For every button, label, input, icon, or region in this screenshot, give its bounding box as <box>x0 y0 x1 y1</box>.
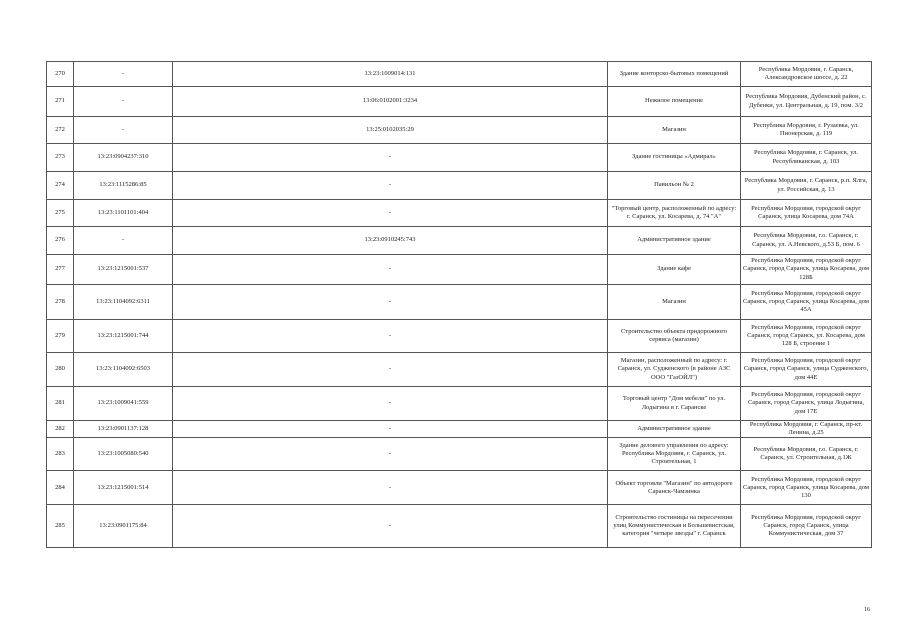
cadastral-number-cell: 13:23:1104092:6311 <box>74 285 173 320</box>
address-cell: Республика Мордовия, Дубенский район, с. Дубенки, ул. Центральная, д. 19, пом. 3/2 <box>741 87 872 117</box>
address-cell: Республика Мордовия, г. Саранск, ул. Республиканская, д. 103 <box>741 144 872 172</box>
address-cell: Республика Мордовия, г.о. Саранск, г. Саранск, ул. А.Невского, д.53 Б, пом. 6 <box>741 227 872 255</box>
object-name-cell: Административное здание <box>608 227 741 255</box>
table-row <box>47 62 872 87</box>
registry-table <box>46 61 872 548</box>
table-row <box>47 117 872 144</box>
cadastral-number-alt-cell: 13:23:0910245:743 <box>173 227 608 255</box>
address-cell: Республика Мордовия, г.о. Саранск, г. Саранск, ул. Строительная, д.1Ж <box>741 438 872 471</box>
cadastral-number-alt-cell: 13:25:0102035:29 <box>173 117 608 144</box>
cadastral-number-cell: 13:23:1104092:6503 <box>74 353 173 387</box>
cadastral-number-cell: 13:23:1009041:559 <box>74 387 173 421</box>
cadastral-number-alt-cell: - <box>173 255 608 285</box>
object-name-cell: Магазин <box>608 285 741 320</box>
table-row <box>47 144 872 172</box>
table-row <box>47 200 872 227</box>
address-cell: Республика Мордовия, г. Саранск, Александровское шоссе, д. 22 <box>741 62 872 87</box>
row-number-cell: 283 <box>47 438 74 471</box>
address-cell: Республика Мордовия, городской округ Саранск, город Саранск, улица Судженского, дом 44Е <box>741 353 872 387</box>
object-name-cell: Нежилое помещение <box>608 87 741 117</box>
address-cell: Республика Мордовия, г. Саранск, пр-кт. Ленина, д.25 <box>741 421 872 438</box>
table-row <box>47 421 872 438</box>
cadastral-number-cell: - <box>74 227 173 255</box>
cadastral-number-cell: 13:23:1005080:540 <box>74 438 173 471</box>
address-cell: Республика Мордовия, городской округ Саранск, город Саранск, улица Косарева, дом 128Б <box>741 255 872 285</box>
table-row <box>47 255 872 285</box>
row-number-cell: 277 <box>47 255 74 285</box>
row-number-cell: 272 <box>47 117 74 144</box>
row-number-cell: 271 <box>47 87 74 117</box>
cadastral-number-cell: 13:23:0901137:128 <box>74 421 173 438</box>
cadastral-number-alt-cell: - <box>173 320 608 353</box>
cadastral-number-alt-cell: - <box>173 421 608 438</box>
cadastral-number-cell: 13:23:1215001:744 <box>74 320 173 353</box>
cadastral-number-alt-cell: 13:23:1009014:131 <box>173 62 608 87</box>
row-number-cell: 275 <box>47 200 74 227</box>
address-cell: Республика Мордовия, городской округ Саранск, город Саранск, улица Косарева, дом 130 <box>741 471 872 505</box>
object-name-cell: Строительство объекта придорожного сервиса (магазин) <box>608 320 741 353</box>
cadastral-number-alt-cell: - <box>173 172 608 200</box>
address-cell: Республика Мордовия, г. Саранск, р.п. Ялга, ул. Российская, д. 13 <box>741 172 872 200</box>
object-name-cell: Павильон № 2 <box>608 172 741 200</box>
cadastral-number-cell: 13:23:1101101:404 <box>74 200 173 227</box>
object-name-cell: Магазин <box>608 117 741 144</box>
cadastral-number-alt-cell: - <box>173 387 608 421</box>
row-number-cell: 273 <box>47 144 74 172</box>
object-name-cell: Строительство гостиницы на пересечении улиц Коммунистическая и Большевистская, категория "четыре звезды" г. Саранск <box>608 505 741 548</box>
cadastral-number-alt-cell: 13:06:0102001:3234 <box>173 87 608 117</box>
cadastral-number-cell: 13:23:1115286:85 <box>74 172 173 200</box>
cadastral-number-alt-cell: - <box>173 438 608 471</box>
cadastral-number-alt-cell: - <box>173 144 608 172</box>
table-row <box>47 438 872 471</box>
row-number-cell: 280 <box>47 353 74 387</box>
cadastral-number-cell: 13:23:1215001:514 <box>74 471 173 505</box>
row-number-cell: 282 <box>47 421 74 438</box>
row-number-cell: 279 <box>47 320 74 353</box>
object-name-cell: Торговый центр "Дом мебели" по ул. Лодыгина в г. Саранске <box>608 387 741 421</box>
object-name-cell: Здание кафе <box>608 255 741 285</box>
object-name-cell: "Торговый центр, расположенный по адресу: г. Саранск, ул. Косарева, д. 74 "А" <box>608 200 741 227</box>
table-row <box>47 172 872 200</box>
table-row <box>47 285 872 320</box>
row-number-cell: 281 <box>47 387 74 421</box>
object-name-cell: Здание конторско-бытовых помещений <box>608 62 741 87</box>
row-number-cell: 270 <box>47 62 74 87</box>
table-row <box>47 320 872 353</box>
row-number-cell: 276 <box>47 227 74 255</box>
cadastral-number-cell: 13:23:1215001:537 <box>74 255 173 285</box>
cadastral-number-alt-cell: - <box>173 285 608 320</box>
row-number-cell: 278 <box>47 285 74 320</box>
object-name-cell: Здание делового управления по адресу: Республика Мордовия, г. Саранск, ул. Строительная, 1 <box>608 438 741 471</box>
address-cell: Республика Мордовия, г. Рузаевка, ул. Пионерская, д. 119 <box>741 117 872 144</box>
table-row <box>47 87 872 117</box>
address-cell: Республика Мордовия, городской округ Саранск, город Саранск, улица Лодыгина, дом 17Е <box>741 387 872 421</box>
cadastral-number-cell: - <box>74 62 173 87</box>
cadastral-number-alt-cell: - <box>173 200 608 227</box>
cadastral-number-cell: - <box>74 87 173 117</box>
cadastral-number-alt-cell: - <box>173 505 608 548</box>
table-row <box>47 227 872 255</box>
table-row <box>47 387 872 421</box>
row-number-cell: 284 <box>47 471 74 505</box>
object-name-cell: Здание гостиницы «Адмирал» <box>608 144 741 172</box>
address-cell: Республика Мордовия, городской округ Саранск, город Саранск, ул. Косарева, дом 128 Б, строение 1 <box>741 320 872 353</box>
cadastral-number-cell: - <box>74 117 173 144</box>
page-number: 16 <box>864 607 870 613</box>
address-cell: Республика Мордовия, городской округ Саранск, город Саранск, улица Косарева, дом 45А <box>741 285 872 320</box>
cadastral-number-alt-cell: - <box>173 471 608 505</box>
object-name-cell: Магазин, расположенный по адресу: г. Саранск, ул. Судженского (в районе АЗС ООО "ГазОЙЛ") <box>608 353 741 387</box>
address-cell: Республика Мордовия, городской округ Саранск, город Саранск, улица Коммунистическая, дом 37 <box>741 505 872 548</box>
table-row <box>47 505 872 548</box>
cadastral-number-cell: 13:23:0904237:310 <box>74 144 173 172</box>
object-name-cell: Административное здание <box>608 421 741 438</box>
cadastral-number-cell: 13:23:0901175:84 <box>74 505 173 548</box>
address-cell: Республика Мордовия, городской округ Саранск, улица Косарева, дом 74А <box>741 200 872 227</box>
object-name-cell: Объект торговли "Магазин" по автодороге Саранск-Чамзинка <box>608 471 741 505</box>
row-number-cell: 285 <box>47 505 74 548</box>
row-number-cell: 274 <box>47 172 74 200</box>
table-row <box>47 353 872 387</box>
cadastral-number-alt-cell: - <box>173 353 608 387</box>
table-row <box>47 471 872 505</box>
registry-table-body <box>47 62 872 548</box>
